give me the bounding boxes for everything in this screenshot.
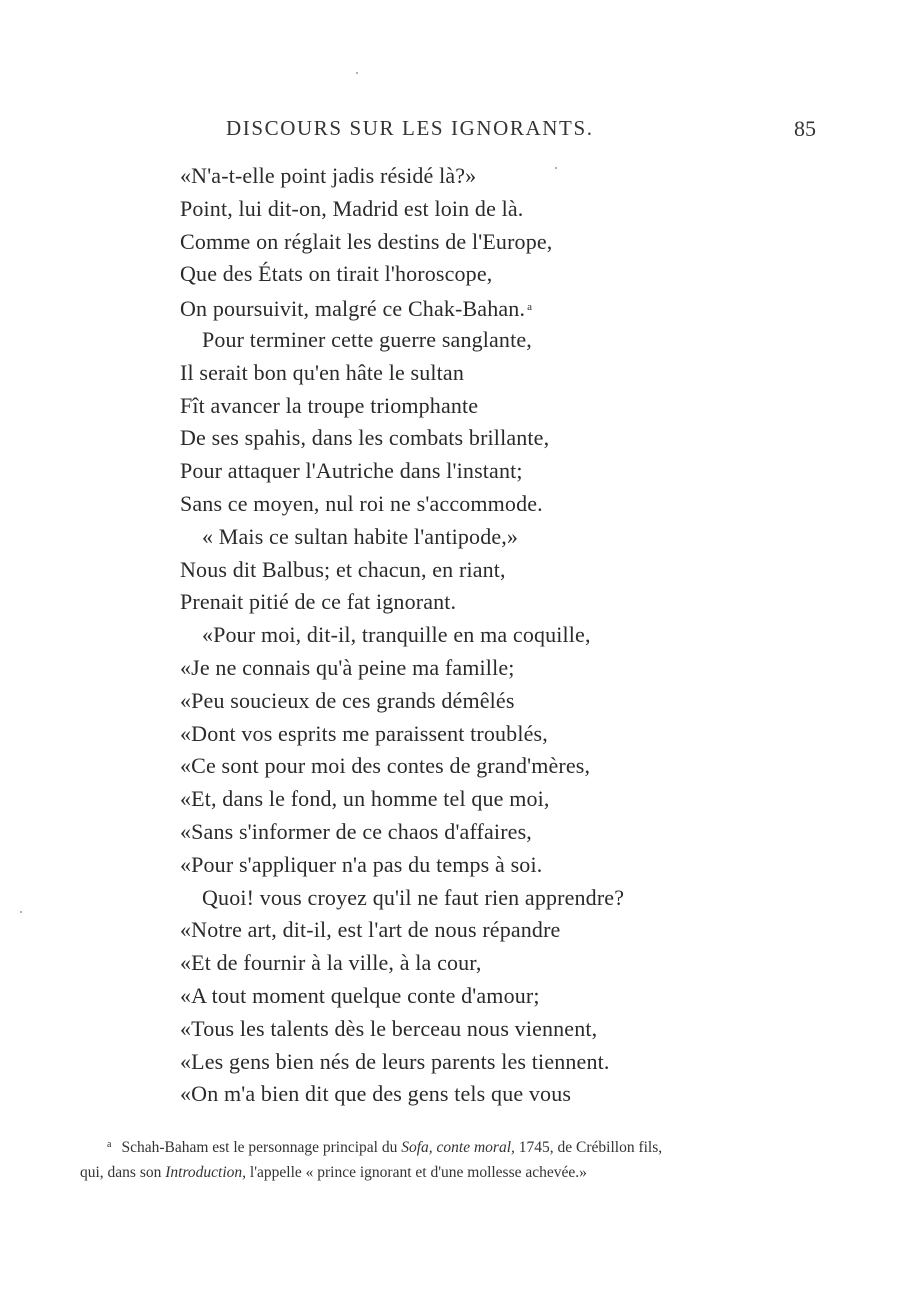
footnote-text: qui, dans son bbox=[80, 1164, 166, 1181]
verse-text: Point, lui dit-on, Madrid est loin de là. bbox=[180, 195, 524, 221]
paper-speck bbox=[356, 72, 358, 74]
footnote-text: 1745, de Crébillon fils, bbox=[514, 1139, 663, 1156]
verse-line bbox=[180, 521, 800, 554]
verse-text: «Notre art, dit-il, est l'art de nous répandre bbox=[180, 917, 561, 943]
footnote-title: Introduction, bbox=[165, 1164, 247, 1181]
verse-line bbox=[180, 1046, 800, 1079]
verse-line bbox=[180, 980, 800, 1013]
verse-text: «Pour s'appliquer n'a pas du temps à soi. bbox=[180, 851, 543, 877]
paper-speck bbox=[20, 911, 22, 913]
verse-line bbox=[180, 324, 800, 357]
verse-text: Nous dit Balbus; et chacun, en riant, bbox=[180, 556, 506, 582]
verse-text: Pour attaquer l'Autriche dans l'instant; bbox=[180, 458, 523, 484]
page-number: 85 bbox=[794, 116, 816, 141]
verse-line bbox=[180, 619, 800, 652]
verse-text: «Pour moi, dit-il, tranquille en ma coquille, bbox=[202, 622, 591, 648]
footnote-text: l'appelle « prince ignorant et d'une mollesse achevée.» bbox=[246, 1164, 587, 1181]
verse-line bbox=[180, 849, 800, 882]
verse-text: Il serait bon qu'en hâte le sultan bbox=[180, 359, 464, 385]
footnote-text: Schah-Baham est le personnage principal du bbox=[121, 1139, 402, 1156]
verse-text: «Et, dans le fond, un homme tel que moi, bbox=[180, 786, 550, 812]
running-head: DISCOURS SUR LES IGNORANTS. bbox=[226, 116, 594, 140]
verse-line bbox=[180, 554, 800, 587]
verse-line bbox=[180, 258, 800, 291]
verse-text: «N'a-t-elle point jadis résidé là?» bbox=[180, 163, 477, 188]
verse-text: «Les gens bien nés de leurs parents les tiennent. bbox=[180, 1048, 610, 1074]
verse-text: On poursuivit, malgré ce Chak-Bahan. bbox=[180, 296, 526, 322]
verse-line bbox=[180, 357, 800, 390]
verse-line bbox=[180, 422, 800, 455]
verse-line bbox=[180, 193, 800, 226]
verse-line bbox=[180, 390, 800, 423]
verse-line bbox=[180, 160, 800, 193]
verse-text: «Et de fournir à la ville, à la cour, bbox=[180, 950, 482, 976]
verse-line bbox=[180, 455, 800, 488]
verse-line bbox=[180, 1078, 800, 1111]
verse-text: «On m'a bien dit que des gens tels que vous bbox=[180, 1081, 572, 1107]
footnote-mark: a bbox=[107, 1139, 112, 1150]
verse-text: Fît avancer la troupe triomphante bbox=[180, 392, 479, 418]
footnote-line bbox=[80, 1132, 822, 1160]
verse-line bbox=[180, 750, 800, 783]
footnote-title: Sofa, conte moral, bbox=[401, 1139, 515, 1156]
footnote-reference[interactable]: a bbox=[527, 301, 533, 314]
verse-text: «Dont vos esprits me paraissent troublés, bbox=[180, 720, 548, 746]
verse-text: Comme on réglait les destins de l'Europe, bbox=[180, 228, 553, 254]
verse-line bbox=[180, 882, 800, 915]
verse-line bbox=[180, 291, 800, 324]
verse-text: «Je ne connais qu'à peine ma famille; bbox=[180, 654, 515, 680]
footnote-line bbox=[80, 1160, 822, 1185]
verse-line bbox=[180, 914, 800, 947]
verse-text: «Peu soucieux de ces grands démêlés bbox=[180, 687, 515, 713]
poem-body bbox=[180, 160, 800, 1111]
verse-line bbox=[180, 947, 800, 980]
verse-text: «A tout moment quelque conte d'amour; bbox=[180, 982, 540, 1008]
verse-text: «Ce sont pour moi des contes de grand'mères, bbox=[180, 753, 591, 779]
verse-text: Quoi! vous croyez qu'il ne faut rien apprendre? bbox=[202, 884, 625, 910]
verse-line bbox=[180, 226, 800, 259]
verse-line bbox=[180, 816, 800, 849]
verse-line bbox=[180, 586, 800, 619]
verse-line bbox=[180, 652, 800, 685]
verse-text: Prenait pitié de ce fat ignorant. bbox=[180, 589, 457, 615]
verse-text: «Tous les talents dès le berceau nous viennent, bbox=[180, 1015, 598, 1041]
verse-line bbox=[180, 718, 800, 751]
verse-text: «Sans s'informer de ce chaos d'affaires, bbox=[180, 818, 532, 844]
verse-text: « Mais ce sultan habite l'antipode,» bbox=[202, 523, 519, 549]
verse-text: Pour terminer cette guerre sanglante, bbox=[202, 326, 532, 352]
verse-line bbox=[180, 488, 800, 521]
verse-text: Sans ce moyen, nul roi ne s'accommode. bbox=[180, 490, 543, 516]
verse-line bbox=[180, 783, 800, 816]
verse-text: De ses spahis, dans les combats brillante, bbox=[180, 425, 550, 451]
footnote bbox=[80, 1132, 822, 1185]
verse-line bbox=[180, 685, 800, 718]
verse-text: Que des États on tirait l'horoscope, bbox=[180, 261, 493, 287]
verse-line bbox=[180, 1013, 800, 1046]
